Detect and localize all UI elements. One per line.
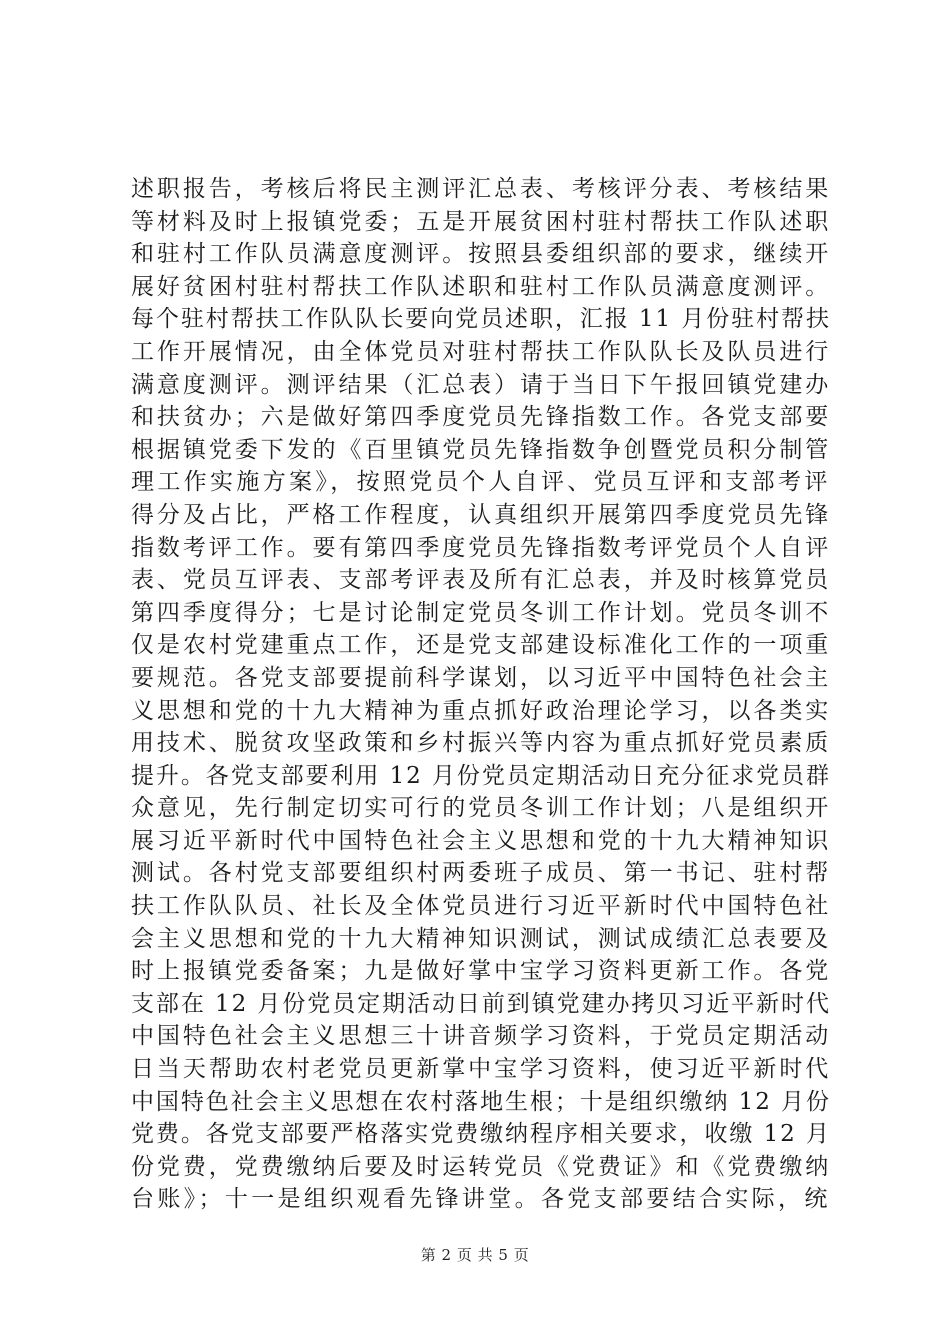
text-line: 满意度测评。测评结果（汇总表）请于当日下午报回镇党建办 <box>131 371 831 398</box>
text-line: 根据镇党委下发的《百里镇党员先锋指数争创暨党员积分制管 <box>131 436 831 463</box>
text-line: 测试。各村党支部要组织村两委班子成员、第一书记、驻村帮 <box>131 860 831 887</box>
text-line: 中国特色社会主义思想三十讲音频学习资料，于党员定期活动 <box>131 1023 831 1050</box>
body-paragraph <box>131 173 831 1216</box>
text-line: 展习近平新时代中国特色社会主义思想和党的十九大精神知识 <box>131 827 831 854</box>
text-line: 展好贫困村驻村帮扶工作队述职和驻村工作队员满意度测评。 <box>131 273 831 300</box>
text-line: 和驻村工作队员满意度测评。按照县委组织部的要求，继续开 <box>131 241 831 268</box>
text-line: 义思想和党的十九大精神为重点抓好政治理论学习，以各类实 <box>131 697 831 724</box>
text-line: 时上报镇党委备案；九是做好掌中宝学习资料更新工作。各党 <box>131 958 831 985</box>
text-line: 支部在 12 月份党员定期活动日前到镇党建办拷贝习近平新时代 <box>131 990 831 1017</box>
text-line: 工作开展情况，由全体党员对驻村帮扶工作队队长及队员进行 <box>131 338 831 365</box>
text-line: 中国特色社会主义思想在农村落地生根；十是组织缴纳 12 月份 <box>131 1088 831 1115</box>
text-line: 指数考评工作。要有第四季度党员先锋指数考评党员个人自评 <box>131 534 831 561</box>
text-line: 每个驻村帮扶工作队队长要向党员述职，汇报 11 月份驻村帮扶 <box>131 306 831 333</box>
text-line: 会主义思想和党的十九大精神知识测试，测试成绩汇总表要及 <box>131 925 831 952</box>
text-line: 仅是农村党建重点工作，还是党支部建设标准化工作的一项重 <box>131 632 831 659</box>
text-line: 众意见，先行制定切实可行的党员冬训工作计划；八是组织开 <box>131 795 831 822</box>
text-line: 表、党员互评表、支部考评表及所有汇总表，并及时核算党员 <box>131 567 831 594</box>
text-line: 日当天帮助农村老党员更新掌中宝学习资料，使习近平新时代 <box>131 1056 831 1083</box>
text-line: 得分及占比，严格工作程度，认真组织开展第四季度党员先锋 <box>131 501 831 528</box>
text-line: 党费。各党支部要严格落实党费缴纳程序相关要求，收缴 12 月 <box>131 1121 831 1148</box>
text-line: 第四季度得分；七是讨论制定党员冬训工作计划。党员冬训不 <box>131 599 831 626</box>
page-number-footer: 第 2 页 共 5 页 <box>420 1246 530 1264</box>
text-line: 等材料及时上报镇党委；五是开展贫困村驻村帮扶工作队述职 <box>131 208 831 235</box>
text-line: 和扶贫办；六是做好第四季度党员先锋指数工作。各党支部要 <box>131 404 831 431</box>
text-line: 用技术、脱贫攻坚政策和乡村振兴等内容为重点抓好党员素质 <box>131 730 831 757</box>
text-line: 述职报告，考核后将民主测评汇总表、考核评分表、考核结果 <box>131 176 831 202</box>
text-line: 份党费，党费缴纳后要及时运转党员《党费证》和《党费缴纳 <box>131 1153 831 1180</box>
text-line: 理工作实施方案》，按照党员个人自评、党员互评和支部考评 <box>131 469 831 496</box>
text-line: 扶工作队队员、社长及全体党员进行习近平新时代中国特色社 <box>131 893 831 920</box>
text-line: 台账》；十一是组织观看先锋讲堂。各党支部要结合实际，统 <box>131 1186 831 1213</box>
text-line: 要规范。各党支部要提前科学谋划，以习近平中国特色社会主 <box>131 664 831 691</box>
text-line: 提升。各党支部要利用 12 月份党员定期活动日充分征求党员群 <box>131 762 831 789</box>
